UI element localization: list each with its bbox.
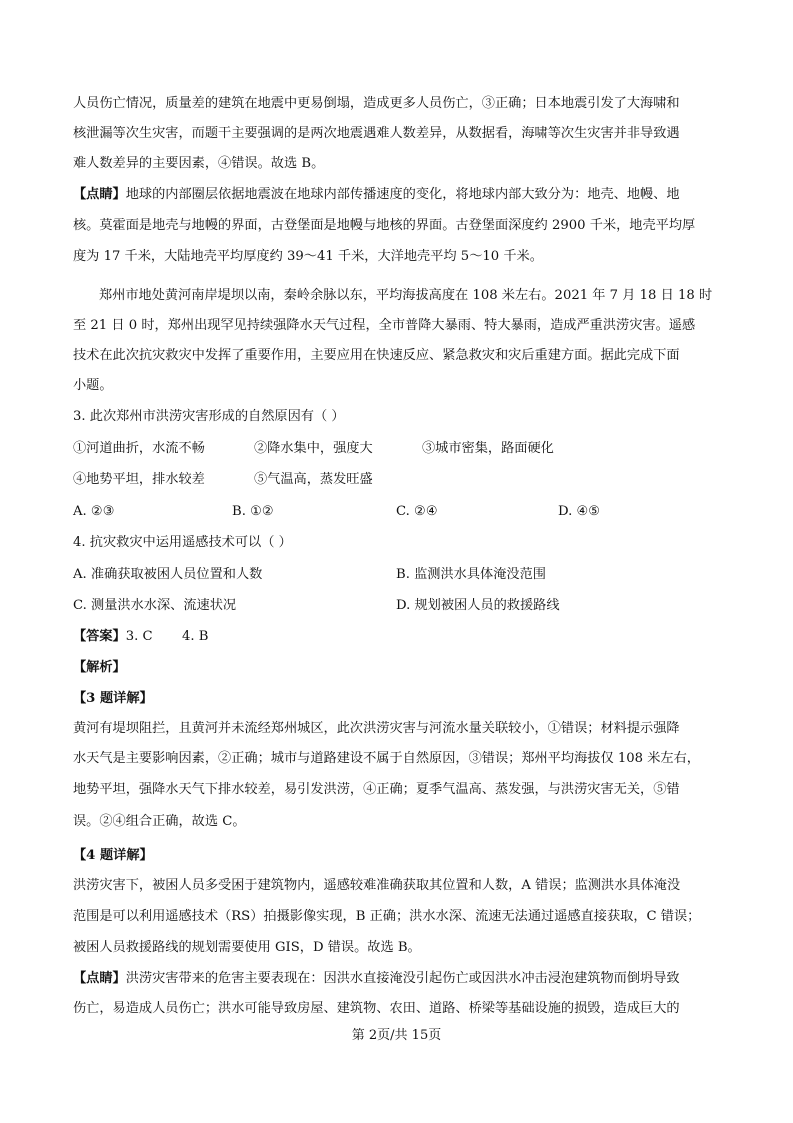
note-line: 度为 17 千米，大陆地壳平均厚度约 39～41 千米，大洋地壳平均 5～10 千米。 <box>73 249 543 264</box>
detail-4-line: 范围是可以利用遥感技术（RS）拍摄影像实现，B 正确；洪水水深、流速无法通过遥感直接获取，C 错误； <box>73 909 701 924</box>
detail-3-line: 水天气是主要影响因素，②正确；城市与道路建设不属于自然原因，③错误；郑州平均海拔仅 108 米左右， <box>73 751 700 766</box>
q3-item: ⑤气温高，蒸发旺盛 <box>254 472 373 487</box>
detail-3-line: 黄河有堤坝阻拦，且黄河并未流经郑州城区，此次洪涝灾害与河流水量关联较小，①错误；材料提示强降 <box>73 721 680 736</box>
q3-option-b: B. ①② <box>232 504 274 519</box>
detail-3-tag: 【3 题详解】 <box>73 691 153 706</box>
note-tag: 【点睛】 <box>73 187 126 202</box>
note-line: 核。莫霍面是地壳与地幔的界面，古登堡面是地幔与地核的界面。古登堡面深度约 2900 千米，地壳平均厚 <box>73 218 696 233</box>
q4-option-d: D. 规划被困人员的救援路线 <box>396 598 560 613</box>
material-line: 郑州市地处黄河南岸堤坝以南，秦岭余脉以东，平均海拔高度在 108 米左右。2021 年 7 月 18 日 18 时 <box>99 288 713 303</box>
note-line: 伤亡，易造成人员伤亡；洪水可能导致房屋、建筑物、农田、道路、桥梁等基础设施的损毁，造成巨大的 <box>73 1001 680 1016</box>
q3-item: ④地势平坦，排水较差 <box>73 472 205 487</box>
body-text-line: 核泄漏等次生灾害，而题干主要强调的是两次地震遇难人数差异，从数据看，海啸等次生灾害并非导致遇 <box>73 126 680 141</box>
answer-line <box>73 627 208 647</box>
detail-4-tag: 【4 题详解】 <box>73 848 153 863</box>
note-text: 洪涝灾害带来的危害主要表现在：因洪水直接淹没引起伤亡或因洪水冲击浸泡建筑物而倒坍导致 <box>125 971 680 986</box>
question-3-stem: 3. 此次郑州市洪涝灾害形成的自然原因有（ ） <box>73 409 345 424</box>
material-line: 至 21 日 0 时，郑州出现罕见持续强降水天气过程，全市普降大暴雨、特大暴雨，造成严重洪涝灾害。遥感 <box>73 318 696 333</box>
q3-option-a: A. ②③ <box>73 504 115 519</box>
q3-item: ①河道曲折，水流不畅 <box>73 441 205 456</box>
q3-option-c: C. ②④ <box>396 504 438 519</box>
page-footer: 第 2页/共 15页 <box>351 1028 442 1043</box>
material-line: 技术在此次抗灾救灾中发挥了重要作用，主要应用在快速反应、紧急救灾和灾后重建方面。据此完成下面 <box>73 348 680 363</box>
q3-option-d: D. ④⑤ <box>558 504 601 519</box>
q4-option-a: A. 准确获取被困人员位置和人数 <box>73 567 263 582</box>
answer-tag: 【答案】 <box>73 629 126 644</box>
q3-item: ②降水集中，强度大 <box>254 441 373 456</box>
q4-option-b: B. 监测洪水具体淹没范围 <box>396 567 546 582</box>
note-line <box>73 185 680 205</box>
note-tag: 【点睛】 <box>73 971 126 986</box>
analysis-tag: 【解析】 <box>73 660 126 675</box>
question-4-stem: 4. 抗灾救灾中运用遥感技术可以（ ） <box>73 535 292 550</box>
body-text-line: 人员伤亡情况，质量差的建筑在地震中更易倒塌，造成更多人员伤亡，③正确；日本地震引发了大海啸和 <box>73 96 680 111</box>
material-line: 小题。 <box>73 378 113 393</box>
detail-3-line: 误。②④组合正确，故选 C。 <box>73 814 246 829</box>
detail-4-line: 洪涝灾害下，被困人员多受困于建筑物内，遥感较难准确获取其位置和人数，A 错误；监测洪水具体淹没 <box>73 878 681 893</box>
note-text: 地球的内部圈层依据地震波在地球内部传播速度的变化，将地球内部大致分为：地壳、地幔、地 <box>125 187 680 202</box>
q3-item: ③城市密集，路面硬化 <box>422 441 554 456</box>
detail-4-line: 被困人员救援路线的规划需要使用 GIS，D 错误。故选 B。 <box>73 940 421 955</box>
q4-option-c: C. 测量洪水水深、流速状况 <box>73 598 237 613</box>
body-text-line: 难人数差异的主要因素，④错误。故选 B。 <box>73 156 325 171</box>
answer-text: 3. C 4. B <box>125 629 209 644</box>
note-line <box>73 969 680 989</box>
detail-3-line: 地势平坦，强降水天气下排水较差，易引发洪涝，④正确；夏季气温高、蒸发强，与洪涝灾害无关，⑤错 <box>73 782 680 797</box>
